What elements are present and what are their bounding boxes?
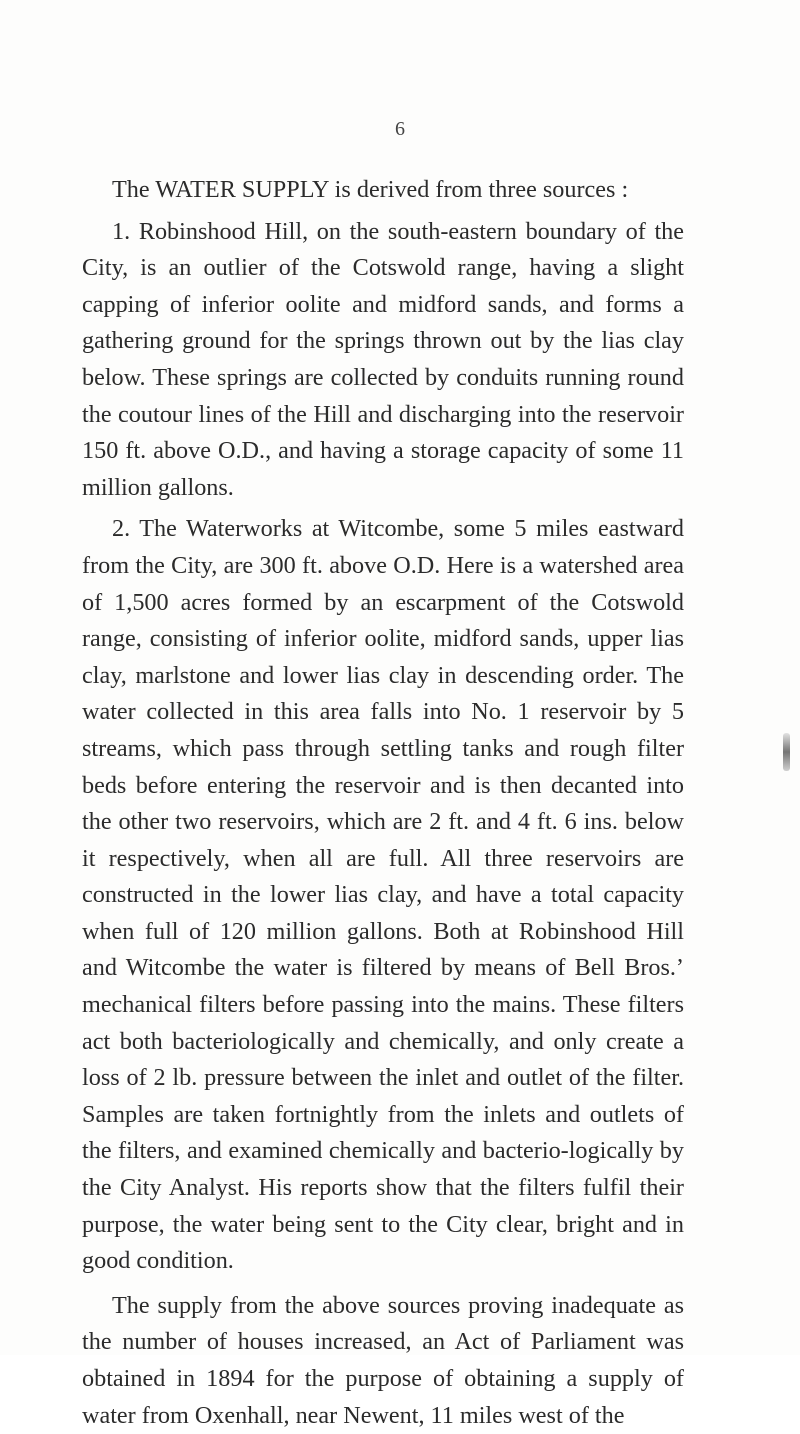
- intro-paragraph: The WATER SUPPLY is derived from three sources :: [112, 176, 629, 203]
- page-number: 6: [395, 118, 405, 140]
- margin-ink-mark: [783, 733, 790, 771]
- source-1-paragraph: 1. Robinshood Hill, on the south-eastern boundary of the City, is an outlier of the Cotswold range, having a slight capping of inferior oolite and midford sands, and forms a gathering ground for the springs thrown out by the lias clay below. These springs are collected by conduits running round the coutour lines of the Hill and discharging into the reservoir 150 ft. above O.D., and having a storage capacity of some 11 million gallons.: [82, 217, 684, 501]
- source-3-paragraph: The supply from the above sources proving inadequate as the number of houses increased, an Act of Parliament was obtained in 1894 for the purpose of obtaining a supply of water from Oxenhall, near Newent, 11 miles west of the: [82, 1291, 684, 1429]
- source-2-paragraph: 2. The Waterworks at Witcombe, some 5 miles eastward from the City, are 300 ft. above O.D. Here is a watershed area of 1,500 acres formed by an escarpment of the Cotswold range, consisting of inferior oolite, midford sands, upper lias clay, marlstone and lower lias clay in descending order. The water collected in this area falls into No. 1 reservoir by 5 streams, which pass through settling tanks and rough filter beds before entering the reservoir and is then decanted into the other two reservoirs, which are 2 ft. and 4 ft. 6 ins. below it respectively, when all are full. All three reservoirs are constructed in the lower lias clay, and have a total capacity when full of 120 million gallons. Both at Robinshood Hill and Witcombe the water is filtered by means of Bell Bros.’ mechanical filters before passing into the mains. These filters act both bacteriologically and chemically, and only create a loss of 2 lb. pressure between the inlet and outlet of the filter. Samples are taken fortnightly from the inlets and outlets of the filters, and examined chemically and bacterio-logically by the City Analyst. His reports show that the filters fulfil their purpose, the water being sent to the City clear, bright and in good condition.: [82, 515, 684, 1275]
- body-text: [82, 172, 684, 1434]
